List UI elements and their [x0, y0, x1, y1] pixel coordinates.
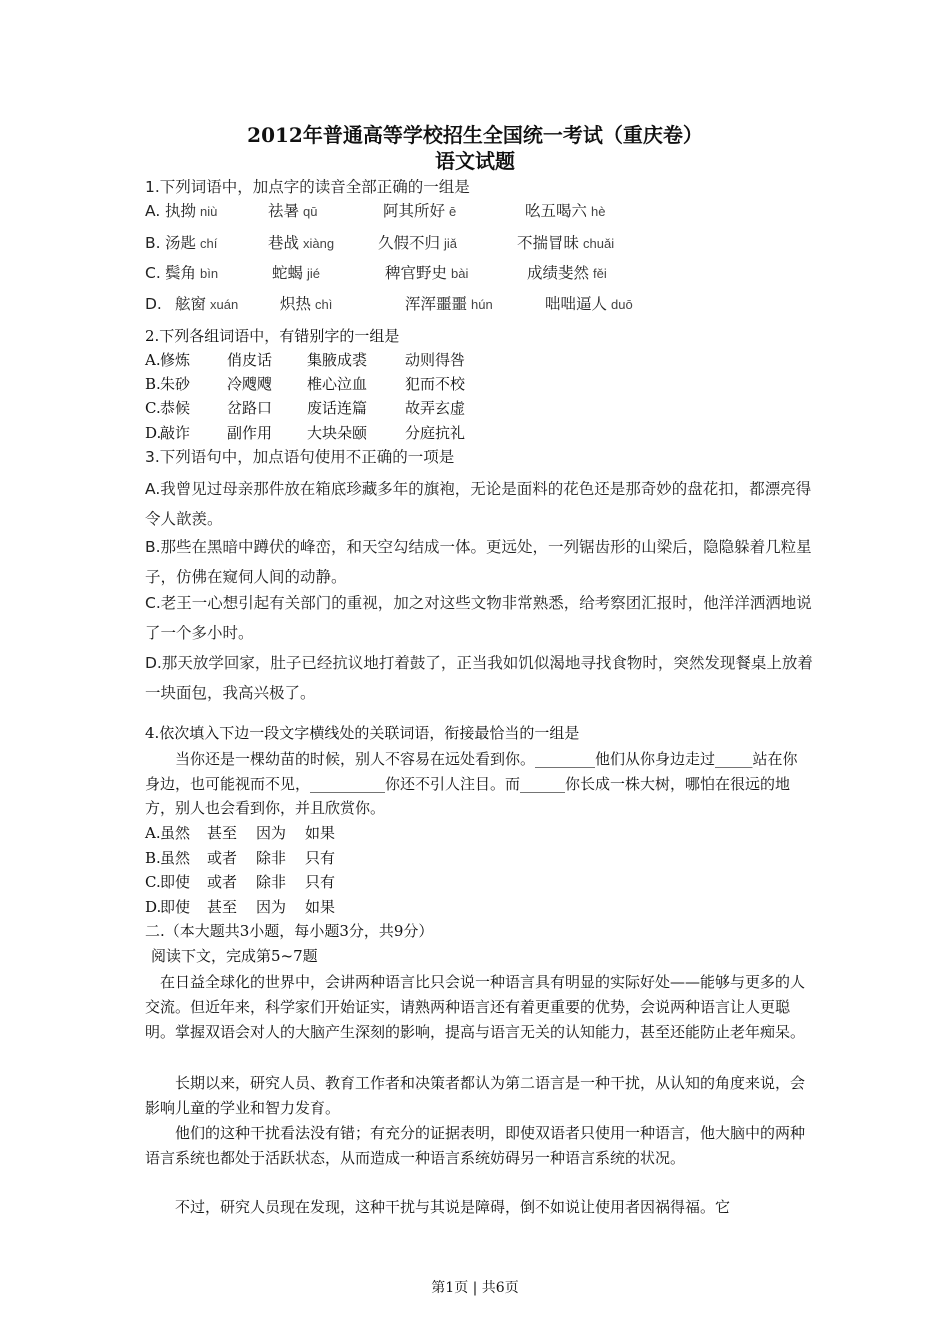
option-word: 只有 [305, 849, 336, 867]
passage-paragraph-4: 不过，研究人员现在发现，这种干扰与其说是障碍，倒不如说让使用者因祸得福。它 [175, 1198, 731, 1216]
option-label: B. [145, 234, 161, 252]
option-label: D. [145, 295, 162, 313]
q3-option-c: C.老王一心想引起有关部门的重视，加之对这些文物非常熟悉，给考察团汇报时，他洋洋洒洒地说了一个多小时。 [145, 594, 812, 642]
option-label: A. [145, 824, 161, 842]
q1-c-item-4: 成绩斐然 fěi [527, 264, 607, 282]
q1-a-item-1: 执拗 niù [165, 202, 218, 220]
q1-stem: 1.下列词语中，加点字的读音全部正确的一组是 [145, 178, 470, 196]
q3-option-b: B.那些在黑暗中蹲伏的峰峦，和天空勾结成一体。更远处，一列锯齿形的山梁后，隐隐躲着几粒星子，仿佛在窥伺人间的动静。 [145, 538, 812, 586]
option-word: 即使 [160, 898, 191, 916]
option-label: D. [145, 424, 162, 442]
option-word: 虽然 [160, 849, 191, 867]
option-word: 即使 [160, 873, 191, 891]
q3-option-d: D.那天放学回家，肚子已经抗议地打着鼓了，正当我如饥似渴地寻找食物时，突然发现餐桌上放着一块面包，我高兴极了。 [145, 654, 813, 702]
q1-d-item-1: 舷窗 xuán [175, 295, 239, 313]
q2-stem: 2.下列各组词语中，有错别字的一组是 [145, 327, 400, 345]
option-word: 动则得咎 [405, 351, 466, 369]
option-word: 甚至 [207, 824, 238, 842]
option-word: 敲诈 [160, 424, 191, 442]
passage-paragraph-1: 在日益全球化的世界中，会讲两种语言比只会说一种语言具有明显的实际好处——能够与更多的人交流。但近年来，科学家们开始证实，请熟两种语言还有着更重要的优势，会说两种语言让人更聪明。掌握双语会对人的大脑产生深刻的影响，提高与语言无关的认知能力，甚至还能防止老年痴呆。 [145, 973, 806, 1041]
option-word: 冷飕飕 [227, 375, 273, 393]
option-word: 如果 [305, 898, 336, 916]
option-label: B. [145, 849, 161, 867]
q1-b-item-1: 汤匙 chí [165, 234, 218, 252]
q3-stem: 3.下列语句中，加点语句使用不正确的一项是 [145, 448, 455, 466]
option-word: 大块朵颐 [307, 424, 368, 442]
passage-paragraph-2: 长期以来，研究人员、教育工作者和决策者都认为第二语言是一种干扰，从认知的角度来说，会影响儿童的学业和智力发育。 [145, 1074, 806, 1117]
section2-heading: 二.（本大题共3小题，每小题3分，共9分） [145, 922, 434, 940]
q1-a-item-2: 祛暑 qū [268, 202, 318, 220]
q1-b-item-2: 巷战 xiàng [268, 234, 335, 252]
q4-stem: 4.依次填入下边一段文字横线处的关联词语，衔接最恰当的一组是 [145, 724, 580, 742]
option-word: 或者 [207, 849, 238, 867]
q1-c-item-1: 鬓角 bìn [165, 264, 219, 282]
option-label: C. [145, 873, 161, 891]
option-label: B. [145, 375, 161, 393]
option-word: 集腋成裘 [307, 351, 368, 369]
option-word: 分庭抗礼 [405, 424, 466, 442]
exam-title: 2012年普通高等学校招生全国统一考试（重庆卷） [247, 123, 703, 147]
option-word: 椎心泣血 [307, 375, 368, 393]
option-word: 如果 [305, 824, 336, 842]
option-word: 废话连篇 [307, 399, 368, 417]
q1-b-item-3: 久假不归 jiǎ [378, 234, 458, 252]
q1-c-item-3: 稗官野史 bài [385, 264, 469, 282]
q1-d-item-3: 浑浑噩噩 hún [405, 295, 493, 313]
q1-c-item-2: 蛇蝎 jié [272, 264, 321, 282]
section2-instruction: 阅读下文，完成第5~7题 [151, 947, 318, 965]
option-label: A. [145, 351, 161, 369]
option-label: C. [145, 264, 161, 282]
q4-passage: 当你还是一棵幼苗的时候，别人不容易在远处看到你。________他们从你身边走过_____站在你身边，也可能视而不见，__________你还不引人注目。而______你长成一株大树，哪怕在很远的地方，别人也会看到你，并且欣赏你。 [145, 750, 798, 817]
q1-a-item-3: 阿其所好 ē [383, 202, 457, 220]
option-word: 或者 [207, 873, 238, 891]
option-word: 朱砂 [160, 375, 191, 393]
q1-a-item-4: 吆五喝六 hè [525, 202, 606, 220]
option-word: 虽然 [160, 824, 191, 842]
option-label: C. [145, 399, 161, 417]
option-word: 因为 [256, 898, 287, 916]
option-word: 副作用 [227, 424, 273, 442]
q3-option-a: A.我曾见过母亲那件放在箱底珍藏多年的旗袍，无论是面料的花色还是那奇妙的盘花扣，都漂亮得令人歆羡。 [145, 480, 812, 528]
option-word: 修炼 [160, 351, 191, 369]
option-word: 只有 [305, 873, 336, 891]
option-word: 因为 [256, 824, 287, 842]
option-word: 甚至 [207, 898, 238, 916]
option-word: 岔路口 [227, 399, 273, 417]
option-label: D. [145, 898, 162, 916]
exam-subtitle: 语文试题 [435, 149, 515, 173]
option-word: 除非 [256, 849, 287, 867]
q1-d-item-2: 炽热 chì [280, 295, 333, 313]
option-word: 犯而不校 [405, 375, 466, 393]
option-word: 故弄玄虚 [405, 399, 466, 417]
q1-b-item-4: 不揣冒昧 chuǎi [517, 234, 615, 252]
passage-paragraph-3: 他们的这种干扰看法没有错；有充分的证据表明，即使双语者只使用一种语言，他大脑中的两种语言系统也都处于活跃状态，从而造成一种语言系统妨碍另一种语言系统的状况。 [145, 1124, 806, 1167]
option-label: A. [145, 202, 161, 220]
q1-d-item-4: 咄咄逼人 duō [545, 295, 633, 313]
option-word: 恭候 [160, 399, 191, 417]
page-footer: 第1页 | 共6页 [431, 1280, 519, 1296]
option-word: 除非 [256, 873, 287, 891]
option-word: 俏皮话 [227, 351, 273, 369]
